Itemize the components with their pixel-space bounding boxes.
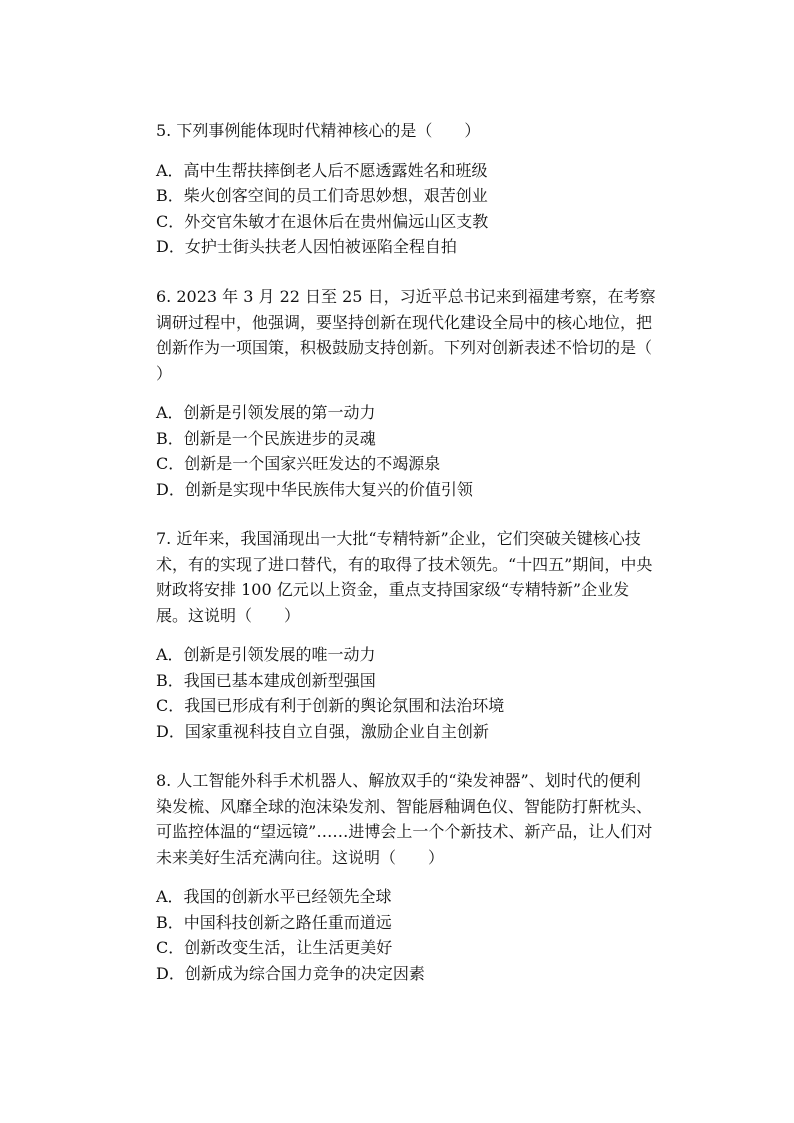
option-b: B．我国已基本建成创新型强国 (156, 670, 376, 690)
question-stem: 6. 2023 年 3 月 22 日至 25 日，习近平总书记来到福建考察，在考察调研过程中，他强调，要坚持创新在现代化建设全局中的核心地位，把创新作为一项国策，积极鼓励支持创新。下列对创新表述不恰切的是（ ） (156, 287, 685, 383)
option-c: C．我国已形成有利于创新的舆论氛围和法治环境 (156, 696, 505, 716)
option-d: D．国家重视科技自立自强，激励企业自主创新 (156, 721, 489, 741)
option-list (156, 400, 656, 502)
question-stem: 8. 人工智能外科手术机器人、解放双手的“染发神器”、划时代的便利染发梳、风靡全球的泡沫染发剂、智能唇釉调色仪、智能防打鼾枕头、可监控体温的“望远镜”……进博会上一个个新技术、新产品，让人们对未来美好生活充满向往。这说明（ ） (156, 771, 653, 867)
option-c: C．创新是一个国家兴旺发达的不竭源泉 (156, 454, 441, 474)
question-5 (156, 118, 656, 260)
option-list (156, 884, 656, 986)
option-c: C．创新改变生活，让生活更美好 (156, 938, 393, 958)
option-list (156, 642, 656, 744)
option-d: D．创新成为综合国力竞争的决定因素 (156, 963, 425, 983)
option-d: D．女护士街头扶老人因怕被诬陷全程自拍 (156, 237, 457, 257)
question-8 (156, 768, 656, 986)
option-c: C．外交官朱敏才在退休后在贵州偏远山区支教 (156, 211, 489, 231)
option-a: A．创新是引领发展的第一动力 (156, 403, 376, 422)
option-a: A．创新是引领发展的唯一动力 (156, 645, 376, 664)
option-list (156, 158, 656, 260)
option-b: B．创新是一个民族进步的灵魂 (156, 428, 376, 448)
option-b: B．中国科技创新之路任重而道远 (156, 912, 392, 932)
option-b: B．柴火创客空间的员工们奇思妙想，艰苦创业 (156, 186, 488, 206)
option-a: A．高中生帮扶摔倒老人后不愿透露姓名和班级 (156, 160, 488, 180)
option-d: D．创新是实现中华民族伟大复兴的价值引领 (156, 479, 473, 499)
option-a: A．我国的创新水平已经领先全球 (156, 887, 392, 906)
question-stem: 5. 下列事例能体现时代精神核心的是（ ） (156, 121, 481, 140)
question-7 (156, 526, 656, 744)
question-6 (156, 284, 685, 502)
question-stem: 7. 近年来，我国涌现出一大批“专精特新”企业，它们突破关键核心技术，有的实现了进口替代，有的取得了技术领先。“十四五”期间，中央财政将安排 100 亿元以上资金，重点支持国家级“专精特新”企业发展。这说明（ ） (156, 529, 653, 625)
